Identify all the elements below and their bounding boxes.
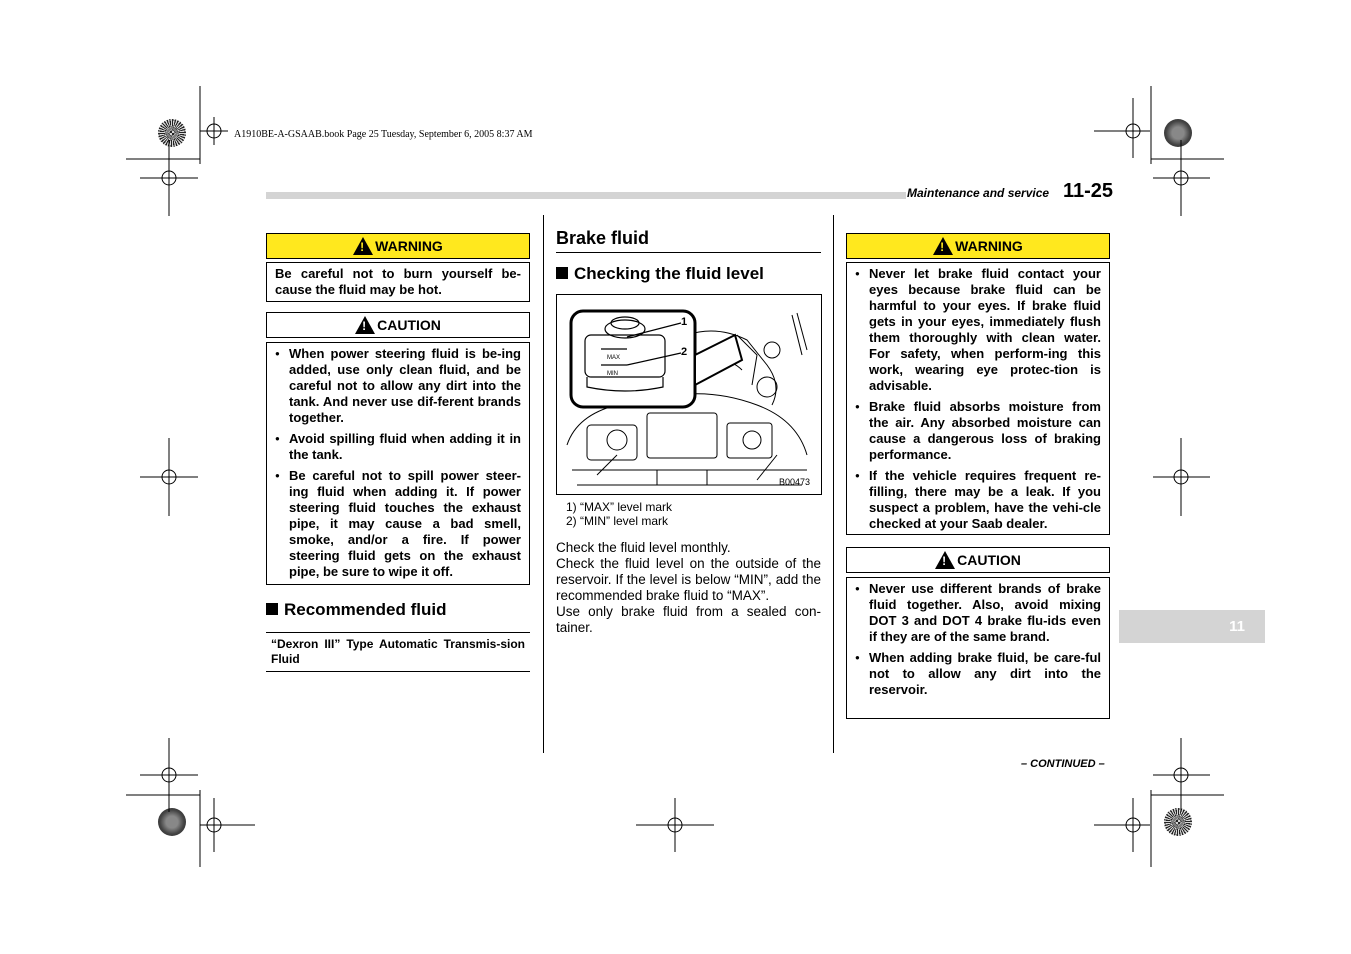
warning-box — [846, 262, 1110, 535]
square-bullet-icon — [266, 603, 278, 615]
warning-triangle-icon — [353, 237, 373, 255]
caution-box — [266, 342, 530, 585]
chapter-number: 11 — [1229, 618, 1245, 635]
warning-text: Be careful not to burn yourself be-cause the fluid may be hot. — [275, 266, 521, 297]
list-item: ● Be careful not to spill power steer-ing fluid when adding it. If power steering fluid touches the exhaust pipe, it may cause a bad smell, smoke, and/or a fire. If power steering fluid gets on the exhaust pipe, be sure to wipe it off. — [267, 468, 521, 580]
list-item: ● If the vehicle requires frequent re-filling, there may be a leak. If you suspect a problem, have the vehi-cle checked at your Saab dealer. — [847, 468, 1101, 532]
warning-label: WARNING — [375, 238, 443, 254]
book-info-line: A1910BE-A-GSAAB.book Page 25 Tuesday, September 6, 2005 8:37 AM — [234, 129, 533, 140]
warning-banner — [846, 233, 1110, 259]
figure-legend — [566, 500, 672, 528]
column-divider — [833, 215, 834, 753]
square-bullet-icon — [556, 267, 568, 279]
chapter-tab — [1119, 610, 1265, 643]
title-underline — [556, 252, 821, 253]
paragraph: Use only brake fluid from a sealed con-tainer. — [556, 604, 821, 635]
column-divider — [543, 215, 544, 753]
min-mark: MIN — [607, 371, 618, 377]
list-item: ● When adding brake fluid, be care-ful not to allow any dirt into the reservoir. — [847, 650, 1101, 698]
caution-banner — [846, 547, 1110, 573]
callout-number-2: 2 — [681, 346, 688, 358]
caution-label: CAUTION — [377, 317, 441, 333]
caution-triangle-icon — [935, 551, 955, 569]
recommended-fluid-spec: “Dexron III” Type Automatic Transmis-sion Fluid — [266, 632, 530, 672]
warning-triangle-icon — [933, 237, 953, 255]
legend-item: 1) “MAX” level mark — [566, 500, 673, 514]
figure-code: B00473 — [779, 477, 811, 487]
recommended-fluid-heading: Recommended fluid — [266, 600, 446, 620]
callout-number-1: 1 — [681, 316, 688, 328]
list-item: ● Never use different brands of brake fluid together. Also, avoid mixing DOT 3 and DOT 4 brake flu-ids even if they are of the same brand. — [847, 581, 1101, 645]
list-item: ● When power steering fluid is be-ing added, use only clean fluid, and be careful not to allow any dirt into the tank. And never use dif-ferent brands together. — [267, 346, 521, 426]
warning-banner — [266, 233, 530, 259]
page-number: 11-25 — [1063, 180, 1114, 202]
caution-label: CAUTION — [957, 552, 1021, 568]
paragraph: Check the fluid level monthly. — [556, 540, 731, 555]
brake-reservoir-figure — [556, 294, 822, 495]
list-item: ● Avoid spilling fluid when adding it in the tank. — [267, 431, 521, 463]
engine-bay-illustration — [557, 295, 821, 494]
warning-label: WARNING — [955, 238, 1023, 254]
checking-heading: Checking the fluid level — [556, 264, 764, 284]
list-item: ● Brake fluid absorbs moisture from the air. Any absorbed moisture can cause a dangerous loss of braking performance. — [847, 399, 1101, 463]
caution-box — [846, 577, 1110, 719]
caution-banner — [266, 312, 530, 338]
body-text — [556, 540, 821, 636]
max-mark: MAX — [607, 355, 621, 361]
brake-fluid-title: Brake fluid — [556, 228, 650, 248]
list-item: ● Never let brake fluid contact your eyes because brake fluid can be harmful to your eyes. If brake fluid gets in your eyes, immediately flush them thoroughly with clean water. For safety, when perform-ing this work, wearing eye protec-tion is advisable. — [847, 266, 1101, 394]
warning-box — [266, 262, 530, 302]
section-title: Maintenance and service — [907, 186, 1050, 200]
continued-note: – CONTINUED – — [1021, 758, 1105, 770]
legend-item: 2) “MIN” level mark — [566, 514, 669, 528]
caution-triangle-icon — [355, 316, 375, 334]
header-bar — [266, 192, 906, 199]
paragraph: Check the fluid level on the outside of the reservoir. If the level is below “MIN”, add the recommended brake fluid to “MAX”. — [556, 556, 821, 603]
